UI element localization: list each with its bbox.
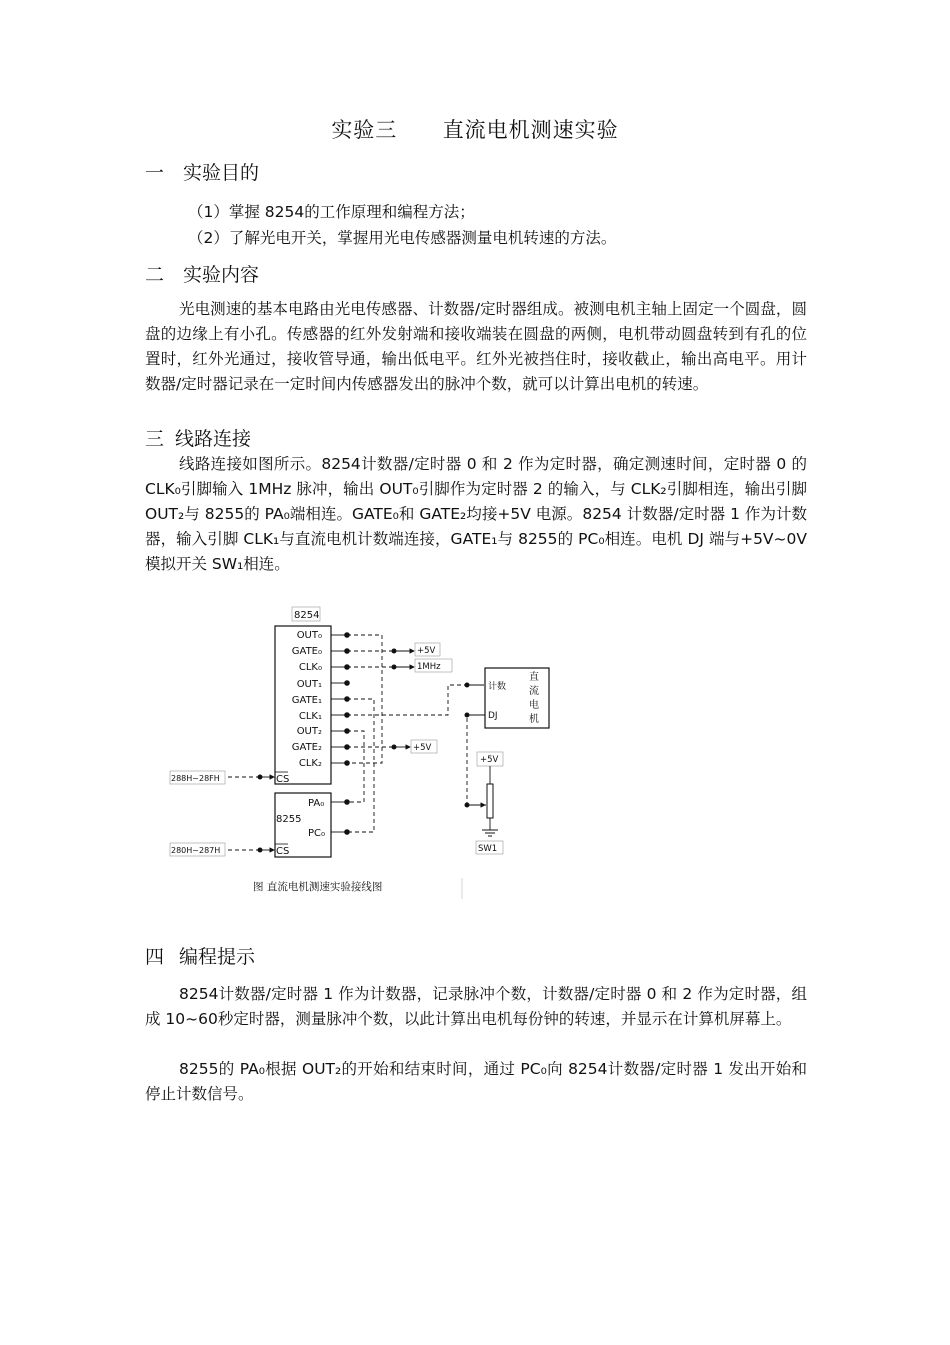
pin-out2: OUT₂ (296, 726, 322, 737)
motor-char-4: 机 (529, 714, 539, 725)
cs-8254: CS (276, 774, 290, 785)
chip-8254-label: 8254 (294, 610, 320, 621)
pin-clk1: CLK₁ (298, 711, 322, 722)
pin-clk2: CLK₂ (298, 758, 322, 769)
pin-pa0: PA₀ (308, 798, 325, 809)
switch-sw1[interactable] (487, 784, 493, 818)
vcc-label-gate2: +5V (413, 743, 432, 753)
motor-char-3: 电 (529, 700, 539, 711)
pin-out1: OUT₁ (296, 679, 322, 690)
vcc-label-gate0: +5V (417, 646, 436, 656)
section-4-paragraph-1: 8254计数器/定时器 1 作为计数器，记录脉冲个数，计数器/定时器 0 和 2 作为定时器，组成 10~60秒定时器，测量脉冲个数，以此计算出电机每份钟的转速，并显示在计算机屏幕上。 (145, 985, 807, 1028)
clock-1mhz-label: 1MHz (417, 662, 441, 672)
pin-clk0: CLK₀ (298, 662, 322, 673)
section-4-paragraph-2: 8255的 PA₀根据 OUT₂的开始和结束时间，通过 PC₀向 8254计数器/定时器 1 发出开始和停止计数信号。 (145, 1060, 807, 1103)
section-3-paragraph: 线路连接如图所示。8254计数器/定时器 0 和 2 作为定时器，确定测速时间，定时器 0 的 CLK₀引脚输入 1MHz 脉冲，输出 OUT₀引脚作为定时器 2 的输入，与 CLK₂引脚相连，输出引脚 OUT₂与 8255的 PA₀端相连。GATE₀和 GATE₂均接+5V 电源。8254 计数器/定时器 1 作为计数器，输入引脚 CLK₁与直流电机计数端连接，GATE₁与 8255的 PC₀相连。电机 DJ 端与+5V~0V 模拟开关 SW₁相连。 (145, 455, 807, 573)
pin-gate2: GATE₂ (291, 742, 322, 753)
section-3-heading: 三 线路连接 (145, 428, 252, 450)
address-8254: 288H~28FH (171, 774, 220, 783)
motor-count-terminal: 计数 (488, 682, 507, 692)
section-4-heading: 四 编程提示 (145, 946, 256, 968)
chip-8255-label: 8255 (276, 814, 302, 825)
page-title (0, 114, 950, 144)
vcc-label-switch: +5V (480, 755, 499, 765)
pin-pc0: PC₀ (308, 828, 326, 839)
title-right: 直流电机测速实验 (442, 118, 619, 142)
motor-char-2: 流 (529, 686, 539, 697)
section-2-paragraph: 光电测速的基本电路由光电传感器、计数器/定时器组成。被测电机主轴上固定一个圆盘，圆盘的边缘上有小孔。传感器的红外发射端和接收端装在圆盘的两侧，电机带动圆盘转到有孔的位置时，红外光通过，接收管导通，输出低电平。红外光被挡住时，接收截止，输出高电平。用计数器/定时器记录在一定时间内传感器发出的脉冲个数，就可以计算出电机的转速。 (145, 300, 807, 393)
switch-label: SW1 (478, 844, 498, 854)
diagram-caption: 图 直流电机测速实验接线图 (253, 881, 383, 893)
objective-item-1: （1）掌握 8254的工作原理和编程方法； (188, 203, 475, 221)
pin-gate0: GATE₀ (291, 646, 322, 657)
cs-8255: CS (276, 846, 290, 857)
section-2-heading: 二 实验内容 (145, 264, 260, 286)
title-left: 实验三 (331, 118, 398, 142)
motor-dj-terminal: DJ (488, 711, 498, 721)
address-8255: 280H~287H (171, 846, 221, 855)
motor-char-1: 直 (529, 672, 539, 683)
section-1-heading: 一 实验目的 (145, 162, 260, 184)
pin-gate1: GATE₁ (291, 695, 322, 706)
wiring-diagram (168, 600, 638, 905)
pin-out0: OUT₀ (296, 630, 322, 641)
objective-item-2: （2）了解光电开关，掌握用光电传感器测量电机转速的方法。 (188, 229, 617, 247)
